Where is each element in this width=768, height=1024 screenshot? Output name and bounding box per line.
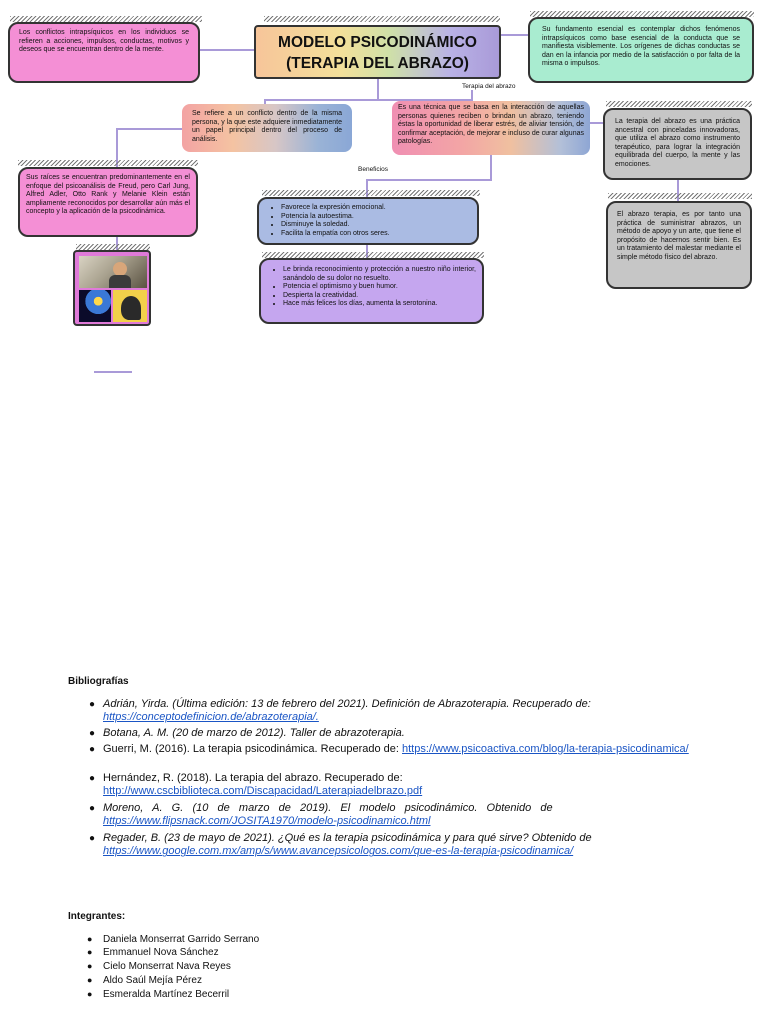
hatch-decoration [608,193,752,199]
connector [500,34,528,36]
member-name: Esmeralda Martínez Becerril [103,989,230,1000]
bibliography-item-3 [89,743,698,756]
bullet-icon: ● [87,975,93,985]
connector [116,128,184,130]
scientist-image [79,256,147,288]
bibliography-item-4 [89,772,698,799]
member-name: Cielo Monserrat Nava Reyes [103,961,231,972]
title-line-1: MODELO PSICODINÁMICO [278,34,477,51]
connector [377,79,379,100]
member-item [87,975,202,986]
benefit-item: • Facilita la empatía con otros seres. [281,230,471,239]
bib-link[interactable]: http://www.cscbiblioteca.com/Discapacidad/Laterapiadelbrazo.pdf [103,785,423,798]
method-box [606,201,752,289]
bib-text: Guerri, M. (2016). La terapia psicodinámica. Recuperado de: [103,743,399,755]
bib-link[interactable]: https://www.google.com.mx/amp/s/www.avancepsicologos.com/que-es-la-terapia-psicodinamica/ [103,845,574,858]
bib-text: Hernández, R. (2018). La terapia del abrazo. Recuperado de: [103,772,403,784]
bibliography-item-1 [89,698,698,725]
technique-box [392,101,590,155]
bullet-icon: ● [89,803,96,814]
benefits-box-1 [257,197,479,245]
hatch-decoration [18,160,198,166]
bullet-icon: ● [87,934,93,944]
conflicts-box [8,22,200,83]
bib-link[interactable]: https://www.flipsnack.com/JOSITA1970/modelo-psicodinamico.html [103,815,431,828]
bullet-icon: ● [89,744,96,755]
benefit-item: • Disminuye la soledad. [281,221,471,230]
bullet-icon: ● [89,728,96,739]
roots-box [18,167,198,237]
title-line-2: (TERAPIA DEL ABRAZO) [286,55,469,72]
member-item [87,934,260,945]
foundation-text: Su fundamento esencial es contemplar dichos fenómenos intrapsíquicos como base esencial de la conducta que se manifiesta visiblemente. Los orígenes de dichas conductas se dan en la infancia por medio de la satisfacción o por falta de la misma o impulsos. [542,26,740,68]
conflict-ref-text: Se refiere a un conflicto dentro de la misma persona, y la que este adquiere inmediatamente un papel principal dentro del proceso de análisis. [192,110,342,143]
benefit-item: • Potencia la autoestima. [281,213,471,222]
hatch-decoration [262,190,480,196]
hatch-decoration [264,16,500,22]
benefit-item: • Potencia el optimismo y buen humor. [283,283,476,292]
connector [590,122,604,124]
bullet-icon: ● [87,961,93,971]
benefits-box-2 [259,258,484,324]
therapy-label: Terapia del abrazo [462,83,516,90]
method-text: El abrazo terapia, es por tanto una práctica de suministrar abrazos, un método de apoyo y un arte, que tiene el propósito de hacernos sentir bien. Es un tratamiento del malestar mediante el simple método físico del abrazo. [617,211,741,261]
bib-text: Adrián, Yirda. (Última edición: 13 de febrero del 2021). Definición de Abrazoterapia. Recuperado de: [103,698,591,710]
bibliography-heading: Bibliografías [68,676,129,687]
hatch-decoration [606,101,752,107]
head-silhouette-image [113,290,147,322]
connector [366,179,492,181]
connector [200,49,256,51]
bib-text: Regader, B. (23 de mayo de 2021). ¿Qué es la terapia psicodinámica y para qué sirve? Obtenido de [103,832,592,844]
member-item [87,947,219,958]
ancestral-box [603,108,752,180]
bibliography-item-5 [89,802,698,829]
bibliography-item-2 [89,727,698,740]
benefit-item: • Le brinda reconocimiento y protección a nuestro niño interior, sanándolo de su dolor no resuelto. [283,266,476,283]
bullet-icon: ● [87,947,93,957]
benefits-label: Beneficios [358,166,388,173]
page-title [254,25,501,79]
roots-text: Sus raíces se encuentran predominantemente en el enfoque del psicoanálisis de Freud, pero Carl Jung, Alfred Adler, Otto Rank y Melanie Klein están ampliamente reconocidos por desarrollar aún más el concepto y la aplicación de la psicodinámica. [26,174,190,216]
conflict-ref-box [182,104,352,152]
ancestral-text: La terapia del abrazo es una práctica ancestral con pinceladas innovadoras, que utiliza el abrazo como instrumento terapéutico, para lograr la integración equilibrada del cuerpo, la mente y las emociones. [615,118,740,168]
bib-link[interactable]: https://conceptodefinicion.de/abrazoterapia/. [103,711,319,724]
bullet-icon: ● [87,989,93,999]
members-heading: Integrantes: [68,911,126,922]
benefit-item: • Hace más felices los días, aumenta la serotonina. [283,300,476,309]
image-collage [73,250,151,326]
brain-image [79,290,111,322]
bullet-icon: ● [89,699,96,710]
connector [490,154,492,180]
benefit-item: • Favorece la expresión emocional. [281,204,471,213]
bib-text: Botana, A. M. (20 de marzo de 2012). Taller de abrazoterapia. [103,727,405,739]
benefits-list-1 [265,204,471,238]
member-item [87,989,230,1000]
member-name: Emmanuel Nova Sánchez [103,947,219,958]
foundation-box [528,17,754,83]
bib-link[interactable]: https://www.psicoactiva.com/blog/la-terapia-psicodinamica/ [402,743,689,755]
conflicts-text: Los conflictos intrapsíquicos en los individuos se refieren a acciones, impulsos, conductas, motivos y deseos que se encuentran dentro de la mente. [19,29,189,54]
bullet-icon: ● [89,773,96,784]
connector [94,371,132,373]
member-name: Daniela Monserrat Garrido Serrano [103,934,260,945]
benefit-item: • Despierta la creatividad. [283,292,476,301]
member-item [87,961,231,972]
bullet-icon: ● [89,833,96,844]
member-name: Aldo Saúl Mejía Pérez [103,975,202,986]
bibliography-item-6 [89,832,698,859]
benefits-list-2 [267,266,476,309]
technique-text: Es una técnica que se basa en la interacción de aquellas personas quienes reciben o brindan un abrazo, teniendo éstas la oportunidad de liberar estrés, de aliviar tensión, de confirmar aceptación, de mejorar e incluso de curar algunas patologías. [398,104,584,146]
bib-text: Moreno, A. G. (10 de marzo de 2019). El modelo psicodinámico. Obtenido de [103,802,553,814]
